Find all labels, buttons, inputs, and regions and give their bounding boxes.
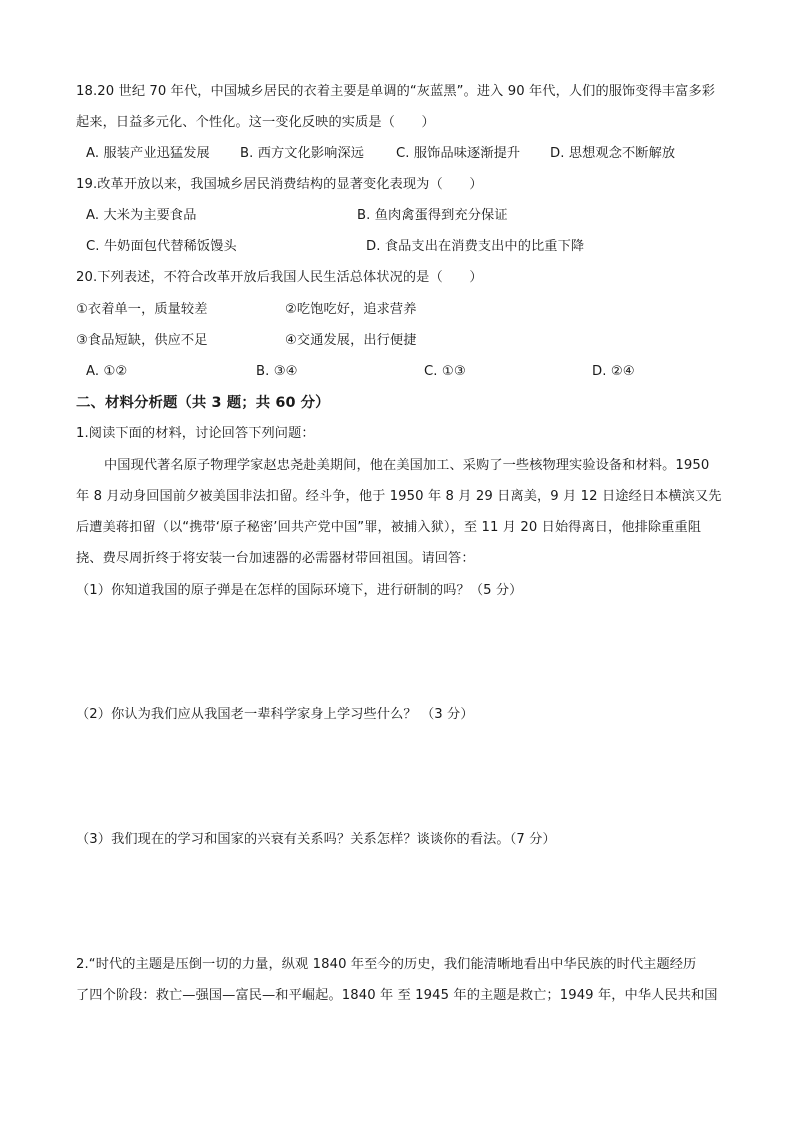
q20-option-d: D. ②④: [592, 364, 635, 379]
q20-stem: 20.下列表述，不符合改革开放后我国人民生活总体状况的是（ ）: [76, 270, 483, 285]
m1-intro: 1.阅读下面的材料，讨论回答下列问题：: [76, 426, 315, 441]
m1-para-line2: 年 8 月动身回国前夕被美国非法扣留。经斗争，他于 1950 年 8 月 29 日离美，9 月 12 日途经日本横滨又先: [76, 489, 722, 504]
q18-stem-line2: 起来，日益多元化、个性化。这一变化反映的实质是（ ）: [76, 115, 435, 130]
m1-para-line1: 中国现代著名原子物理学家赵忠尧赴美期间，他在美国加工、采购了一些核物理实验设备和材料。1950: [104, 458, 710, 473]
q20-option-a: A. ①②: [86, 364, 128, 379]
section-title: 二、材料分析题（共 3 题；共 60 分）: [76, 395, 330, 411]
m1-question-3: （3）我们现在的学习和国家的兴衰有关系吗？关系怎样？谈谈你的看法。（7 分）: [76, 832, 556, 847]
m1-para-line4: 挠、费尽周折终于将安装一台加速器的必需器材带回祖国。请回答：: [76, 551, 475, 566]
q19-option-a: A. 大米为主要食品: [86, 208, 197, 223]
q20-item-3: ③食品短缺，供应不足: [76, 333, 208, 348]
q20-item-1: ①衣着单一，质量较差: [76, 302, 208, 317]
q18-stem-line1: 18.20 世纪 70 年代，中国城乡居民的衣着主要是单调的“灰蓝黑”。进入 90 年代，人们的服饰变得丰富多彩: [76, 84, 716, 99]
m1-para-line3: 后遭美蒋扣留（以“携带‘原子秘密’回共产党中国”罪，被捕入狱），至 11 月 20 日始得离日，他排除重重阻: [76, 520, 702, 535]
q18-option-d: D. 思想观念不断解放: [550, 146, 676, 161]
q18-option-b: B. 西方文化影响深远: [240, 146, 365, 161]
m1-question-2: （2）你认为我们应从我国老一辈科学家身上学习些什么？ （3 分）: [76, 707, 474, 722]
q19-option-d: D. 食品支出在消费支出中的比重下降: [366, 239, 585, 254]
m2-line1: 2.“时代的主题是压倒一切的力量，纵观 1840 年至今的历史，我们能清晰地看出中华民族的时代主题经历: [76, 957, 697, 972]
m2-line2: 了四个阶段：救亡—强国—富民—和平崛起。1840 年 至 1945 年的主题是救亡；1949 年，中华人民共和国: [76, 988, 718, 1003]
q18-option-a: A. 服装产业迅猛发展: [86, 146, 210, 161]
q19-stem: 19.改革开放以来，我国城乡居民消费结构的显著变化表现为（ ）: [76, 177, 483, 192]
q18-option-c: C. 服饰品味逐渐提升: [396, 146, 521, 161]
q19-option-c: C. 牛奶面包代替稀饭馒头: [86, 239, 237, 254]
q20-option-b: B. ③④: [256, 364, 298, 379]
q20-item-2: ②吃饱吃好，追求营养: [285, 302, 417, 317]
q19-option-b: B. 鱼肉禽蛋得到充分保证: [357, 208, 508, 223]
m1-question-1: （1）你知道我国的原子弹是在怎样的国际环境下，进行研制的吗？（5 分）: [76, 583, 523, 598]
q20-item-4: ④交通发展，出行便捷: [285, 333, 417, 348]
q20-option-c: C. ①③: [424, 364, 466, 379]
